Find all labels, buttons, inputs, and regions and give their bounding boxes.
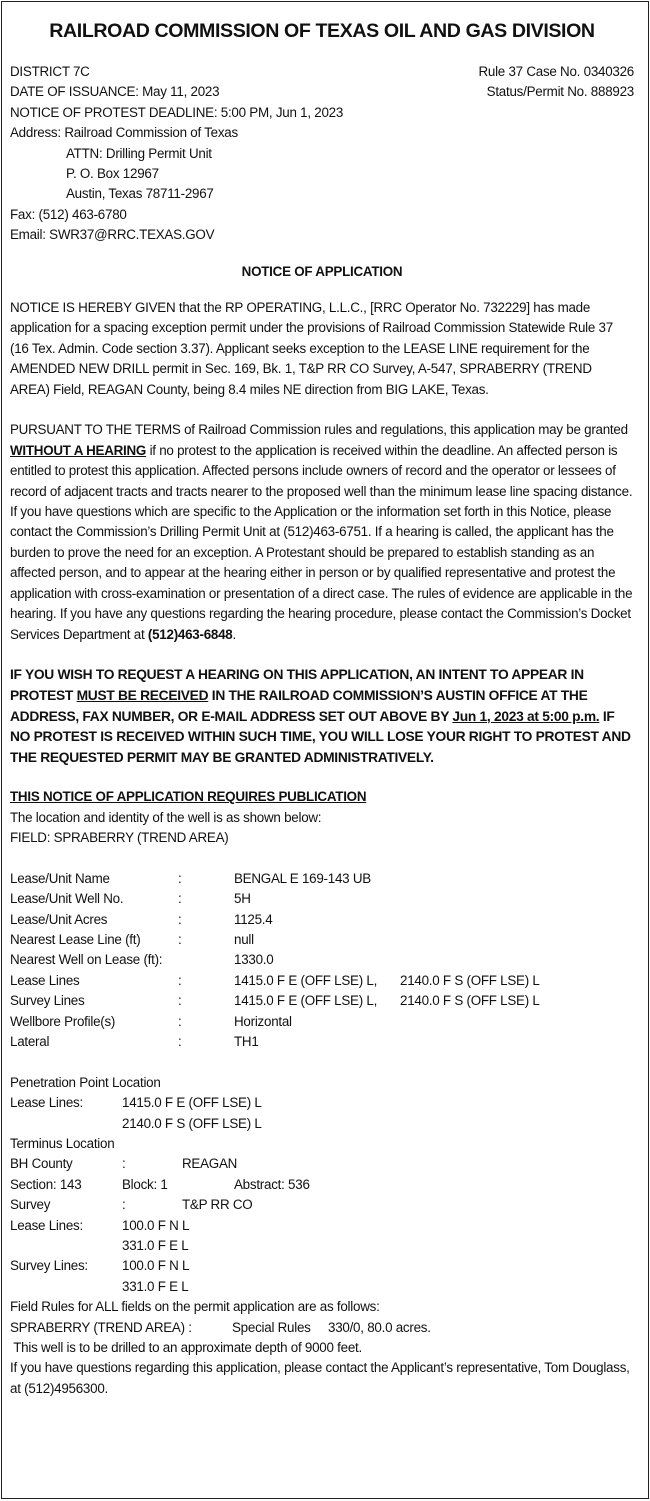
address-label: Address: Railroad Commission of Texas	[10, 125, 238, 141]
notice-header	[10, 62, 634, 246]
row-value: 1125.4	[234, 911, 273, 927]
row-value: 1330.0	[234, 952, 274, 968]
depth-line: This well is to be drilled to an approximate depth of 9000 feet.	[10, 1339, 362, 1355]
row-label: Survey Lines:	[10, 1258, 88, 1274]
row-value: 1415.0 F E (OFF LSE) L,	[234, 993, 378, 1009]
well-details-table	[10, 869, 634, 1053]
terms-text: if no protest to the application is received within the deadline. An affected person is entitled to protest this application. Affected persons include owners of record and the operator or lessees of record of adjacent tracts and tracts nearer to the proposed well than the minimum lease line spacing distance. If you have questions which are specific to the Application or the information set forth in this Notice, please contact the Commission’s Drilling Permit Unit at (512)463-6751. If a hearing is called, the applicant has the burden to prove the need for an exception. A Protestant should be prepared to establish standing as an affected person, and to appear at the hearing either in person or by qualified representative and protest the application with cross-examination or presentation of a direct case. The rules of evidence are applicable in the hearing. If you have any questions regarding the hearing procedure, please contact the Commission’s Docket Services Department at	[10, 442, 633, 642]
case-number: Rule 37 Case No. 0340326	[478, 64, 634, 79]
publication-heading: THIS NOTICE OF APPLICATION REQUIRES PUBLICATION	[10, 789, 367, 805]
row-label: Lateral	[10, 1034, 50, 1050]
well-row: Survey Lines : 1415.0 F E (OFF LSE) L, 2140.0 F S (OFF LSE) L	[10, 991, 634, 1011]
row-value: TH1	[234, 1034, 259, 1050]
row-label: Nearest Lease Line (ft)	[10, 932, 141, 948]
rule-spacing: 330/0, 80.0 acres.	[328, 1319, 431, 1335]
row-label: Nearest Well on Lease (ft):	[10, 952, 163, 968]
row-label: Lease/Unit Well No.	[10, 891, 124, 907]
row-value: 5H	[234, 891, 251, 907]
section-value: Section: 143	[10, 1176, 82, 1192]
row-label: Survey Lines	[10, 993, 85, 1009]
legal-notice	[1, 1, 649, 1499]
row-label: Survey	[10, 1197, 51, 1213]
terminus-heading: Terminus Location	[10, 1135, 115, 1151]
must-be-received: MUST BE RECEIVED	[76, 687, 209, 703]
address-line: ATTN: Drilling Permit Unit	[66, 145, 212, 161]
row-value: Horizontal	[234, 1013, 292, 1029]
row-value: REAGAN	[182, 1156, 238, 1172]
row-value: T&P RR CO	[182, 1197, 253, 1213]
row-value: 100.0 F N L	[122, 1217, 190, 1233]
well-row: Nearest Lease Line (ft) : null	[10, 930, 634, 950]
address-line: Austin, Texas 78711-2967	[66, 186, 214, 202]
penetration-heading: Penetration Point Location	[10, 1074, 161, 1090]
penetration-point	[10, 1073, 634, 1134]
row-value: 331.0 F E L	[122, 1237, 189, 1253]
abstract-value: Abstract: 536	[234, 1176, 310, 1192]
hearing-warning: IF YOU WISH TO REQUEST A HEARING ON THIS APPLICATION, AN INTENT TO APPEAR IN PROTEST MUST BE RECEIVED IN THE RAILROAD COMMISSION’S AUSTIN OFFICE AT THE ADDRESS, FAX NUMBER, OR E-MAIL ADDRESS SET OUT ABOVE BY Jun 1, 2023 at 5:00 p.m. IF NO PROTEST IS RECEIVED WITHIN SUCH TIME, YOU WILL LOSE YOUR RIGHT TO PROTEST AND THE REQUESTED PERMIT MAY BE GRANTED ADMINISTRATIVELY.	[10, 667, 631, 765]
row-label: BH County	[10, 1156, 73, 1172]
section-title: NOTICE OF APPLICATION	[241, 263, 403, 279]
row-value: 2140.0 F S (OFF LSE) L	[400, 972, 540, 988]
well-row	[10, 950, 634, 970]
row-label: Wellbore Profile(s)	[10, 1013, 116, 1029]
row-label: Lease/Unit Name	[10, 870, 110, 886]
terms-text: PURSUANT TO THE TERMS of Railroad Commission rules and regulations, this application may be granted	[10, 422, 628, 438]
row-value: 2140.0 F S (OFF LSE) L	[400, 993, 540, 1009]
terminus-location: Terminus Location BH County : REAGAN Section: 143 Block: 1 Abstract: 536 Survey : T&P RR CO Lease Lines: 100.0 F N L 331.0 F E L Survey Lines: 100.0 F N L 331.0 F E L	[10, 1134, 634, 1297]
row-label: Lease/Unit Acres	[10, 911, 108, 927]
row-label: Lease Lines:	[10, 1217, 83, 1233]
contact-line: If you have questions regarding this application, please contact the Applicant’s representative, Tom Douglass, at (512)4956300.	[10, 1360, 630, 1396]
district: DISTRICT 7C	[10, 64, 90, 79]
email-address: Email: SWR37@RRC.TEXAS.GOV	[10, 227, 215, 243]
well-row: Lease Lines : 1415.0 F E (OFF LSE) L, 2140.0 F S (OFF LSE) L	[10, 971, 634, 991]
well-row: Wellbore Profile(s) : Horizontal	[10, 1012, 634, 1032]
field-line: FIELD: SPRABERRY (TREND AREA)	[10, 830, 229, 846]
address-line: P. O. Box 12967	[66, 166, 159, 181]
field-rules	[10, 1297, 634, 1399]
rule-type: Special Rules	[232, 1319, 311, 1335]
publication-line: The location and identity of the well is as shown below:	[10, 809, 322, 825]
row-label: Lease Lines	[10, 972, 80, 988]
well-row: Lease/Unit Acres : 1125.4	[10, 910, 634, 930]
row-value: null	[234, 932, 254, 948]
row-value: 1415.0 F E (OFF LSE) L	[122, 1095, 262, 1111]
field-rules-intro: Field Rules for ALL fields on the permit application are as follows:	[10, 1299, 380, 1315]
row-value: 2140.0 F S (OFF LSE) L	[122, 1115, 262, 1131]
issuance-date: DATE OF ISSUANCE: May 11, 2023	[10, 84, 220, 100]
terms-paragraph: PURSUANT TO THE TERMS of Railroad Commission rules and regulations, this application may be granted WITHOUT A HEARING if no protest to the application is received within the deadline. An affected person is entitled to protest this application. Affected persons include owners of record and the operator or lessees of record of adjacent tracts and tracts nearer to the proposed well than the minimum lease line spacing distance. If you have questions which are specific to the Application or the information set forth in this Notice, please contact the Commission’s Drilling Permit Unit at (512)463-6751. If a hearing is called, the applicant has the burden to prove the need for an exception. A Protestant should be prepared to establish standing as an affected person, and to appear at the hearing either in person or by qualified representative and protest the application with cross-examination or presentation of a direct case. The rules of evidence are applicable in the hearing. If you have any questions regarding the hearing procedure, please contact the Commission’s Docket Services Department at (512)463-6848.	[10, 422, 633, 642]
protest-deadline: NOTICE OF PROTEST DEADLINE: 5:00 PM, Jun 1, 2023	[10, 104, 344, 120]
well-row: Lease/Unit Name : BENGAL E 169-143 UB	[10, 869, 634, 889]
row-value: BENGAL E 169-143 UB	[234, 870, 371, 886]
permit-number: Status/Permit No. 888923	[486, 84, 634, 100]
without-hearing-emphasis: WITHOUT A HEARING	[10, 442, 147, 458]
row-value: 100.0 F N L	[122, 1258, 190, 1274]
fax-number: Fax: (512) 463-6780	[10, 206, 127, 222]
row-label: Lease Lines:	[10, 1095, 83, 1111]
well-row: Lateral : TH1	[10, 1032, 634, 1052]
well-row: Lease/Unit Well No. : 5H	[10, 889, 634, 909]
warning-deadline: Jun 1, 2023 at 5:00 p.m.	[452, 708, 600, 724]
block-value: Block: 1	[122, 1176, 168, 1192]
row-value: 331.0 F E L	[122, 1278, 189, 1294]
notice-title: RAILROAD COMMISSION OF TEXAS OIL AND GAS DIVISION	[49, 20, 595, 42]
row-value: 1415.0 F E (OFF LSE) L,	[234, 972, 378, 988]
notice-paragraph: NOTICE IS HEREBY GIVEN that the RP OPERATING, L.L.C., [RRC Operator No. 732229] has made application for a spacing exception permit under the provisions of Railroad Commission Statewide Rule 37 (16 Tex. Admin. Code section 3.37). Applicant seeks exception to the LEASE LINE requirement for the AMENDED NEW DRILL permit in Sec. 169, Bk. 1, T&P RR CO Survey, A-547, SPRABERRY (TREND AREA) Field, REAGAN County, being 8.4 miles NE direction from BIG LAKE, Texas.	[10, 300, 613, 397]
field-name: SPRABERRY (TREND AREA) :	[10, 1319, 192, 1335]
docket-phone: (512)463-6848	[147, 626, 233, 642]
